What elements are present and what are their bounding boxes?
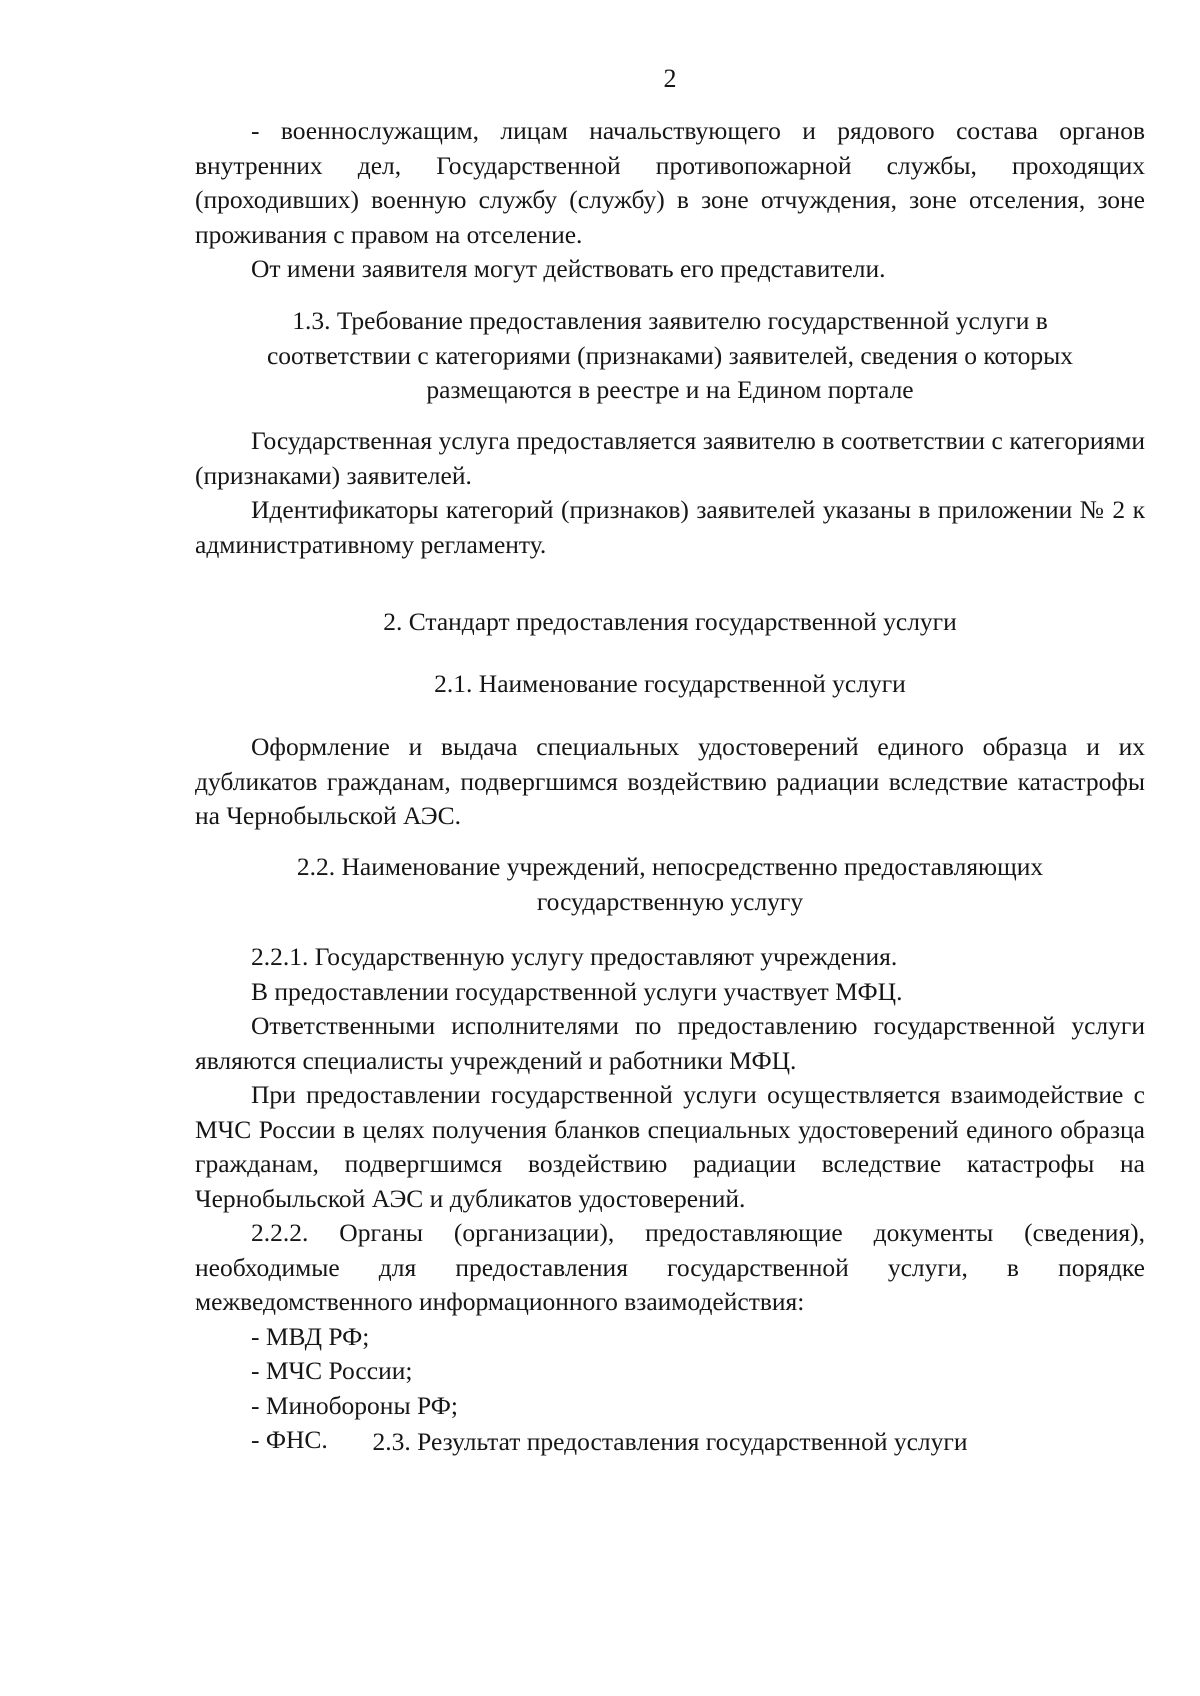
paragraph-mchs-interaction: При предоставлении государственной услуги осуществляется взаимодействие с МЧС России в целях получения бланков специальных удостоверений единого образца гражданам, подвергшимся воздействию радиации вследствие катастрофы на Чернобыльской АЭС и дубликатов удостоверений. [195,1080,1145,1213]
section-2-1-heading: 2.1. Наименование государственной услуги [434,669,906,698]
list-item-mchs: - МЧС России; [251,1356,413,1385]
section-2-3-heading: 2.3. Результат предоставления государственной услуги [372,1427,968,1456]
paragraph-service-name: Оформление и выдача специальных удостоверений единого образца и их дубликатов гражданам, подвергшимся воздействию радиации вследствие катастрофы на Чернобыльской АЭС. [195,732,1145,830]
paragraph-responsible-executors: Ответственными исполнителями по предоставлению государственной услуги являются специалисты учреждений и работники МФЦ. [195,1011,1145,1075]
paragraph-2-2-2: 2.2.2. Органы (организации), предоставляющие документы (сведения), необходимые для предоставления государственной услуги, в порядке межведомственного информационного взаимодействия: [195,1218,1145,1316]
page-number: 2 [663,64,677,93]
section-2-heading: 2. Стандарт предоставления государственной услуги [383,607,957,636]
paragraph-service-categories: Государственная услуга предоставляется заявителю в соответствии с категориями (признаками) заявителей. [195,426,1145,490]
section-2-1-body [195,730,1145,834]
section-2-2-heading: 2.2. Наименование учреждений, непосредственно предоставляющих государственную услугу [296,852,1044,916]
paragraph-mfc-participation: В предоставлении государственной услуги участвует МФЦ. [251,976,903,1006]
paragraph-military-personnel: - военнослужащим, лицам начальствующего и рядового состава органов внутренних дел, Государственной противопожарной службы, проходящих (проходивших) военную службу (службу) в зоне отчуждения, зоне отселения, зоне проживания с правом на отселение. [195,116,1145,249]
section-1-3-heading: 1.3. Требование предоставления заявителю государственной услуги в соответствии с категориями (признаками) заявителей, сведения о которых размещаются в реестре и на Едином портале [266,306,1074,404]
paragraph-representatives: От имени заявителя могут действовать его представители. [251,254,886,283]
section-2-2-body [195,940,1145,1458]
list-item-mvd: - МВД РФ; [251,1321,370,1351]
section-1-3-body [195,424,1145,562]
list-item-fns: - ФНС. [251,1425,328,1454]
paragraph-category-identifiers: Идентификаторы категорий (признаков) заявителей указаны в приложении № 2 к административному регламенту. [195,495,1145,559]
intro-block [195,114,1145,287]
paragraph-2-2-1: 2.2.1. Государственную услугу предоставляют учреждения. [251,942,898,971]
list-item-minoborony: - Минобороны РФ; [251,1390,458,1420]
